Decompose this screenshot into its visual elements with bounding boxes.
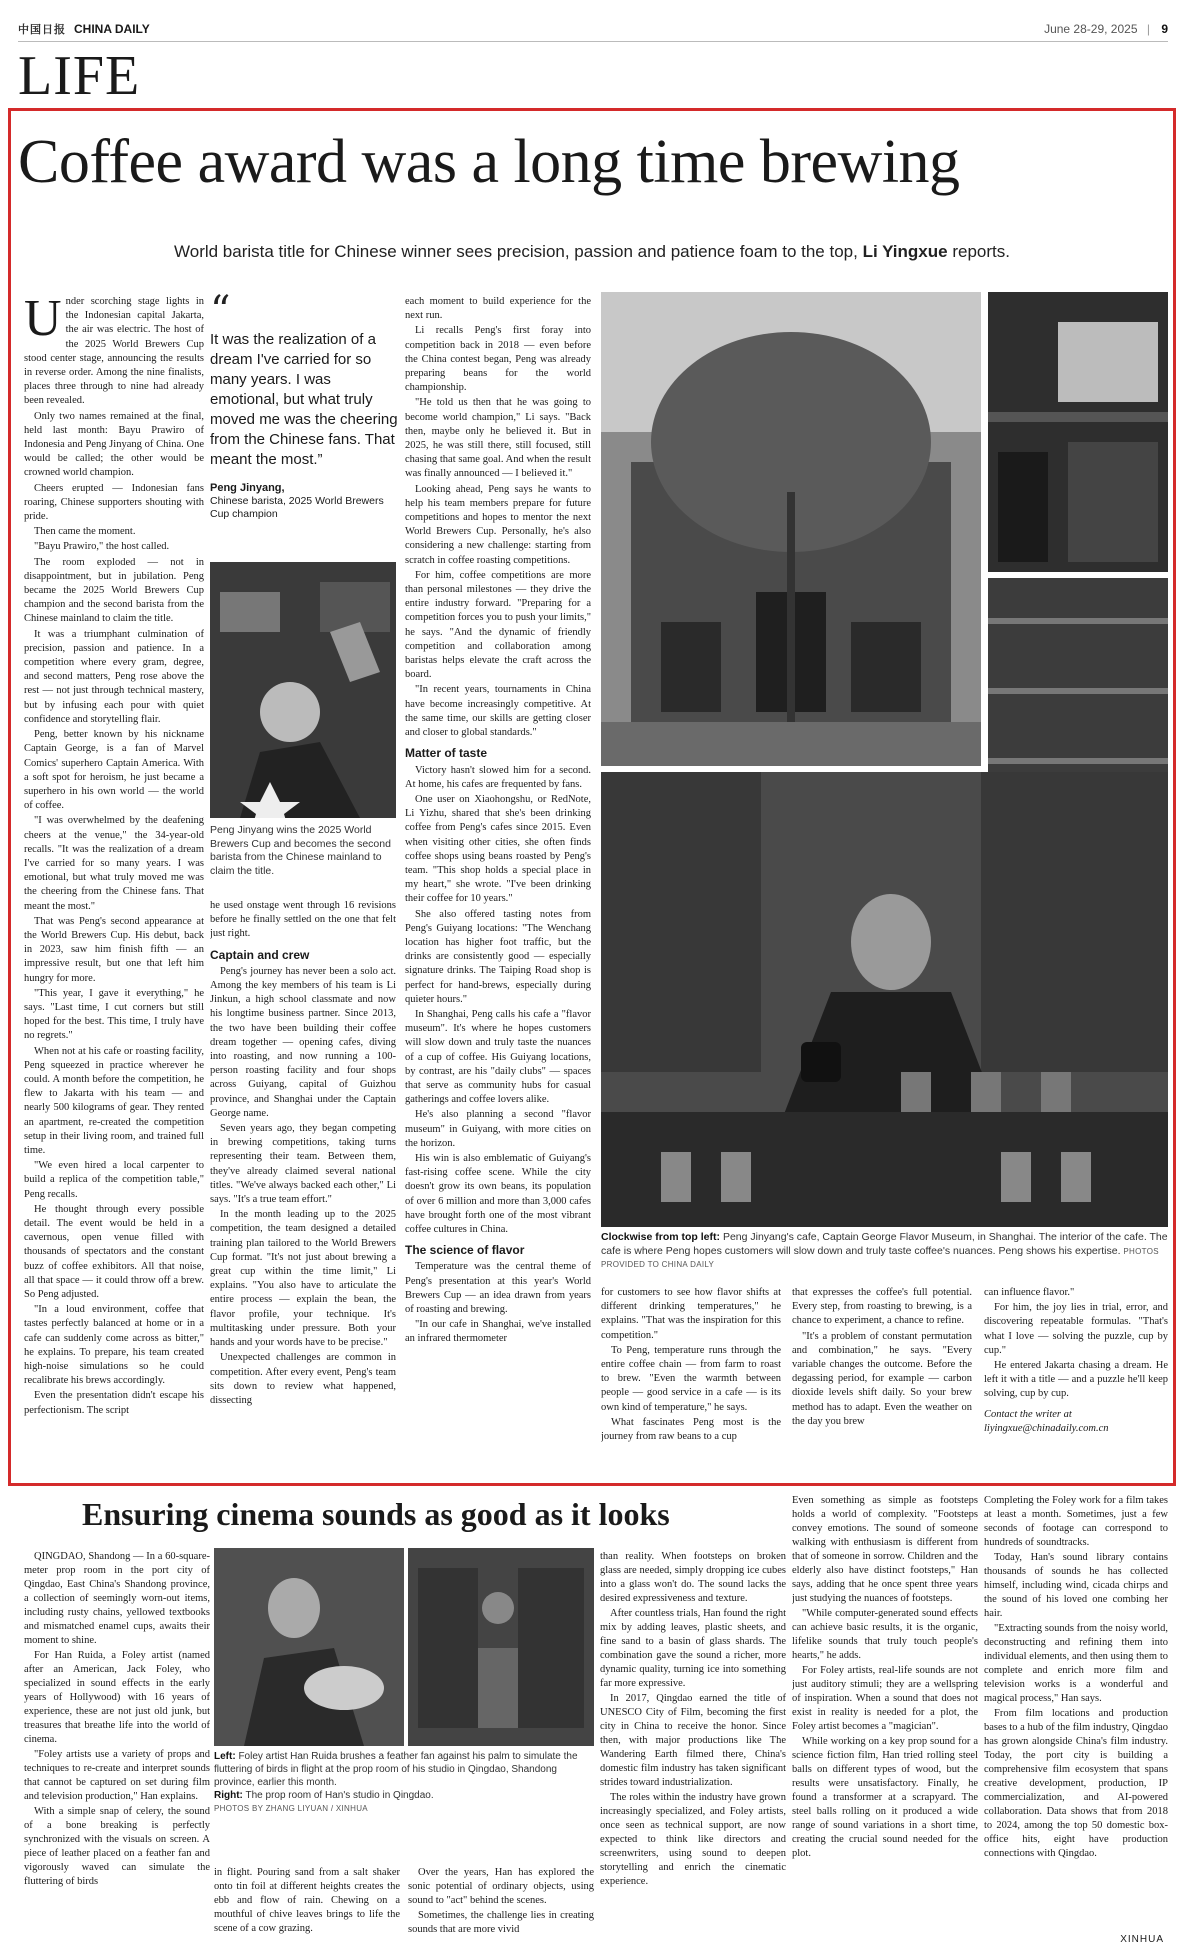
paragraph: in flight. Pouring sand from a salt shaker onto tin foil at different heights creates the ebb and flow of rain. Chewing on a mouthful of chive leaves brings to life the scene of a cow grazing. — [214, 1867, 400, 1934]
drop-cap: U — [24, 295, 62, 347]
paragraph: For him, the joy lies in trial, error, and discovering repeatable formulas. "That's what I love — solving the puzzle, cup by cup." — [984, 1302, 1168, 1356]
paragraph: One user on Xiaohongshu, or RedNote, Li Yizhu, shared that she's been drinking coffee from Peng's cafes since 2015. Even when visiting other cities, she often finds coffee shops using beans roasted by Peng's team. "This shop holds a special place in my heart," she wrote. "I've been drinking their coffee for 10 years." — [405, 793, 591, 905]
paragraph: "This year, I gave it everything," he says. "Last time, I cut corners but still hoped for the best. This time, I truly have no regrets." — [24, 987, 204, 1042]
paragraph: Then came the moment. — [34, 526, 136, 538]
article2-headline: Ensuring cinema sounds as good as it looks — [82, 1496, 670, 1532]
paragraph: can influence flavor." — [984, 1287, 1075, 1298]
caption-left-label: Left: — [214, 1751, 236, 1762]
article-column-6 — [984, 1286, 1168, 1476]
photo-cafe-interior-top — [988, 292, 1168, 572]
quote-name: Peng Jinyang, — [210, 482, 285, 494]
paragraph: Victory hasn't slowed him for a second. At home, his cafes are frequented by fans. — [405, 764, 591, 790]
paragraph: From film locations and production bases to a hub of the film industry, Qingdao has grown alongside China's film industry. Today, the port city is building a comprehensive film ecosystem that spans creative development, production, IP commercialization, and AI-powered collaboration. Data shows that from 2018 to 2024, among the top 50 domestic box-office hits, eight have production connections with Qingdao. — [984, 1708, 1168, 1859]
photo-peng-trophy-image — [210, 562, 396, 818]
paragraph: In 2017, Qingdao earned the title of UNESCO City of Film, becoming the first city in China to receive the honor. Since then, with major productions like The Wandering Earth filmed there, China's domestic film industry has taken significant strides toward industrialization. — [600, 1693, 786, 1788]
paragraph: That was Peng's second appearance at the World Brewers Cup. His debut, back in 2023, saw him finish fifth — an impressive result, but one that left him hungry for more. — [24, 915, 204, 984]
paragraph: When not at his cafe or roasting facility, Peng squeezed in practice wherever he could. A month before the competition, he flew to Jakarta with his team — and nearly 500 kilograms of gear. They rented an apartment, re-created the competition setup in their living room, and trained full time. — [24, 1045, 204, 1156]
section-label: LIFE — [18, 45, 141, 107]
paragraph: that expresses the coffee's full potential. Every step, from roasting to brewing, is a chance to experiment, a chance to refine. — [792, 1287, 972, 1327]
paragraph: "While computer-generated sound effects can achieve basic results, it is the organic, lifelike sounds that truly touch people's hearts," he adds. — [792, 1608, 978, 1661]
paragraph: It was a triumphant culmination of precision, passion and patience. In a competition where every gram, degree, and second matters, Peng rose above the rest — not just through technical mastery, but by infusing each pour with quiet confidence and storytelling flair. — [24, 628, 204, 725]
pull-quote — [210, 288, 400, 521]
paragraph: The roles within the industry have grown increasingly specialized, and Foley artists, once seen as technical support, are now expected to think like directors and screenwriters, using sound to deepen storytelling and enrich the cinematic experience. — [600, 1792, 786, 1887]
paragraph: Peng, better known by his nickname Captain George, is a fan of Marvel Comics' superhero Captain America. With a soft spot for heroism, he just became a superhero in his own world — the world of coffee. — [24, 729, 204, 812]
photo-cafe-exterior — [601, 292, 981, 766]
paragraph: "We even hired a local carpenter to build a replica of the competition table," Peng recalls. — [24, 1160, 204, 1200]
caption-lead: Clockwise from top left: — [601, 1231, 721, 1243]
page-number: 9 — [1161, 21, 1168, 36]
article2-column-6 — [984, 1494, 1168, 1930]
paragraph: Completing the Foley work for a film takes at least a month. Sometimes, just a few seconds of footage can correspond to hundreds of soundtracks. — [984, 1495, 1168, 1548]
contact-email[interactable]: liyingxue@chinadaily.com.cn — [984, 1422, 1109, 1434]
masthead — [18, 16, 1168, 42]
paragraph: Today, Han's sound library contains thousands of sounds he has collected himself, including wind, cicada chirps and the sound of his loved one combing her hair. — [984, 1552, 1168, 1619]
photo-peng-pouring-image — [601, 772, 1168, 1227]
caption-text: Peng Jinyang's cafe, Captain George Flavor Museum, in Shanghai. The interior of the cafe. The cafe is where Peng hopes customers will slow down and truly taste coffee's nuances. Peng shows his expertise. — [601, 1231, 1168, 1257]
paragraph: While working on a key prop sound for a science fiction film, Han tried rolling steel balls on different types of wood, but the results were unsatisfactory. Finally, he found a transformer at a scrapyard. The steel balls rolling on it produced a wide range of sound variations in a short time, creating the crucial sound needed for the plot. — [792, 1736, 978, 1859]
paragraph: He entered Jakarta chasing a dream. He left it with a title — and a puzzle he'll keep solving, cup by cup. — [984, 1360, 1168, 1400]
caption-right-label: Right: — [214, 1790, 243, 1801]
paragraph: he used onstage went through 16 revisions before he finally settled on the one that felt just right. — [210, 900, 396, 940]
photo-credit: PHOTOS PROVIDED TO CHINA DAILY — [601, 1246, 1159, 1269]
deck-end: reports. — [952, 242, 1010, 261]
caption-left-text: Foley artist Han Ruida brushes a feather fan against his palm to simulate the fluttering of birds in flight at the prop room of his studio in Qingdao, Shandong province, earlier this month. — [214, 1751, 578, 1788]
photos-caption — [601, 1231, 1168, 1272]
article2-column-2 — [214, 1866, 400, 1946]
paragraph: In the month leading up to the 2025 competition, the team designed a detailed training plan tailored to the World Brewers Cup format. "It's not just about brewing a great cup within the time limit," Li explains. "You also have to articulate the entire process — explain the bean, the flavor profile, your technique. It's multitasking under pressure. Both your hands and your words have to be precise." — [210, 1209, 396, 1349]
subhead: Matter of taste — [405, 746, 488, 761]
paragraph: "It's a problem of constant permutation and combination," he says. "Every variable changes the outcome. Before the degassing period, for example — carbon dioxide levels shift daily. So your brew method has to adapt. Even the weather on the day you brew — [792, 1330, 972, 1427]
quote-role: Chinese barista, 2025 World Brewers Cup champion — [210, 495, 384, 520]
date-text: June 28-29, 2025 — [1044, 21, 1138, 36]
paragraph: In Shanghai, Peng calls his cafe a "flavor museum". It's where he hopes customers will slow down and truly taste the nuances of a cup of coffee. His Guiyang locations, by contrast, are his "daily clubs" — spaces that serve as community hubs for casual gatherings and coffee lovers alike. — [405, 1008, 591, 1106]
photo-foley-artist-image — [214, 1548, 404, 1746]
quote-attribution — [210, 482, 400, 521]
paragraph: "Bayu Prawiro," the host called. — [34, 541, 170, 553]
paragraph: than reality. When footsteps on broken glass are needed, simply dropping ice cubes into a glass won't do. The sound lacks the desired expressiveness and texture. — [600, 1551, 786, 1604]
brand-name: CHINA DAILY — [74, 21, 150, 36]
paragraph: For Han Ruida, a Foley artist (named after an American, Jack Foley, who specialized in sound effects in the early years of Hollywood) with 16 years of experience, these are not just old junk, but treasures that breathe life into the world of cinema. — [24, 1650, 210, 1745]
paragraph: He's also planning a second "flavor museum" in Guiyang, with more cities on the horizon. — [405, 1109, 591, 1149]
writer-contact — [984, 1408, 1168, 1436]
photo-peng-caption: Peng Jinyang wins the 2025 World Brewers Cup and becomes the second barista from the Chinese mainland to claim the title. — [210, 824, 391, 877]
paragraph: Peng's journey has never been a solo act. Among the key members of his team is Li Jinkun, a high school classmate and now his longtime business partner. Since 2013, the two have been building their coffee dream together — opening cafes, diving into roasting, and now running a 100-person roasting facility and four shops across Guiyang, capital of Guizhou province, and Shanghai under the Captain George name. — [210, 965, 396, 1119]
article2-column-4 — [600, 1550, 786, 1945]
paragraph: "Extracting sounds from the noisy world, deconstructing and refining them into individual elements, and then using them to complete and enrich more film and television works is a wonderful and magical process," Han says. — [984, 1623, 1168, 1704]
paragraph: "Foley artists use a variety of props and techniques to re-create and interpret sounds that cannot be captured on set during film and television production," Han explains. — [24, 1749, 210, 1802]
caption-right-text: The prop room of Han's studio in Qingdao. — [245, 1790, 434, 1801]
china-daily-logo: 中国日报 — [18, 22, 66, 36]
paragraph: With a simple snap of celery, the sound of a bone breaking is perfectly synchronized with the visuals on screen. A piece of leather placed on a feather fan and vigorously waved can simulate the fluttering of birds — [24, 1806, 210, 1887]
photo-peng-pouring — [601, 772, 1168, 1227]
paragraph-text: nder scorching stage lights in the Indonesian capital Jakarta, the air was electric. The host of the 2025 World Brewers Cup stood center stage, announcing the results in reverse order. Among the nine finalists, places three through to nine had already been revealed. — [24, 296, 204, 407]
paragraph: She also offered tasting notes from Peng's Guiyang locations: "The Wenchang location has higher foot traffic, but the drinks are consistently good — especially signature drinks. The Taiping Road shop is perfect for hand-brews, especially during quieter hours." — [405, 908, 591, 1005]
subhead: Captain and crew — [210, 947, 310, 962]
quote-mark-icon: “ — [210, 288, 231, 334]
quote-text: It was the realization of a dream I've carried for so many years. I was emotional, but what truly moved me was the cheering from the Chinese fans. That meant the most.” — [210, 331, 398, 468]
paragraph: He thought through every possible detail. The event would be held in a cavernous, open venue filled with thousands of spectators and the constant buzz of coffee exhibitors. All that noise, all that space — it could throw off a brew. So Peng adjusted. — [24, 1203, 204, 1301]
paragraph: His win is also emblematic of Guiyang's fast-rising coffee scene. While the city doesn't grow its own beans, its population of over 6 million and more than 3,000 cafes have brought forth one of the most vibrant coffee cultures in China. — [405, 1152, 591, 1235]
article-headline: Coffee award was a long time brewing — [18, 128, 960, 196]
deck-text: World barista title for Chinese winner sees precision, passion and patience foam to the top, — [174, 242, 858, 261]
date-separator: | — [1146, 21, 1150, 36]
article2-photo-caption — [214, 1750, 594, 1815]
photo-peng-trophy — [210, 562, 396, 818]
paragraph: "I was overwhelmed by the deafening cheers at the venue," the 34-year-old recalls. "It was the realization of a dream I've carried for so many years. I was emotional, but what truly moved me was the cheering from the Chinese fans. That meant the most." — [24, 815, 204, 912]
paragraph: each moment to build experience for the next run. — [405, 296, 591, 322]
photo-cafe-exterior-image — [601, 292, 981, 766]
paragraph: Unexpected challenges are common in competition. After every event, Peng's team sits down to review what happened, dissecting — [210, 1352, 396, 1406]
paragraph: "In a loud environment, coffee that tastes perfectly balanced at home or in a cafe can suddenly come across as bitter," he explains. To prepare, his team created high-noise simulations so he could recalibrate his brews accordingly. — [24, 1304, 204, 1387]
paragraph: The room exploded — not in disappointment, but in jubilation. Peng became the 2025 World Brewers Cup champion and the second barista from the Chinese mainland to claim the title. — [24, 556, 204, 625]
article-column-4 — [601, 1286, 781, 1476]
paragraph: Only two names remained at the final, held last month: Bayu Prawiro of Indonesia and Peng Jinyang of China. One would be called; the other would be crowned world champion. — [24, 410, 204, 479]
brand — [18, 21, 150, 37]
paragraph: For him, coffee competitions are more than personal milestones — they drive the entire industry forward. "Preparing for a competition forces you to push your limits," he says. "And the dynamic of friendly competition and collaboration among baristas helps elevate the craft across the board. — [405, 569, 591, 681]
paragraph: After countless trials, Han found the right mix by adding leaves, plastic sheets, and fine sand to a basin of glass shards. The combination gave the sound a richer, more dynamic quality, turning ice into something far more expressive. — [600, 1608, 786, 1689]
article-column-5 — [792, 1286, 972, 1476]
photo-foley-artist — [214, 1548, 404, 1746]
paragraph: What fascinates Peng most is the journey from raw beans to a cup — [601, 1416, 781, 1443]
paragraph: Li recalls Peng's first foray into competition back in 2018 — even before the China contest began, Peng was already preparing beans for the world championship. — [405, 325, 591, 394]
paragraph: "In our cafe in Shanghai, we've installed an infrared thermometer — [405, 1319, 591, 1345]
issue-date — [1044, 22, 1168, 36]
article-deck — [40, 242, 1144, 262]
paragraph: Sometimes, the challenge lies in creating sounds that are more vivid — [408, 1910, 594, 1935]
paragraph: for customers to see how flavor shifts at different drinking temperatures," he explains. "That was the inspiration for this competition." — [601, 1287, 781, 1341]
contact-label: Contact the writer at — [984, 1408, 1072, 1420]
paragraph: "In recent years, tournaments in China have become increasingly competitive. At the same time, our skills are getting closer and closer to global standards." — [405, 684, 591, 739]
paragraph: Looking ahead, Peng says he wants to help his team members prepare for future competitions and hopes to mentor the next World Brewers Cup. Personally, he's also considering a new challenge: starting from scratch in coffee roasting competitions. — [405, 483, 591, 566]
paragraph: Even the presentation didn't escape his perfectionism. The script — [24, 1390, 204, 1416]
article-column-2 — [210, 899, 396, 1475]
paragraph: Even something as simple as footsteps holds a world of complexity. "Footsteps convey emotions. The sound of someone walking with enthusiasm is different from that of someone in sorrow. Children and the elderly also have distinct footsteps," Han says, adding that he once spent three years just studying the nuances of footsteps. — [792, 1495, 978, 1604]
subhead: The science of flavor — [405, 1243, 525, 1258]
deck-author: Li Yingxue — [862, 242, 948, 261]
paragraph — [24, 295, 204, 409]
paragraph: To Peng, temperature runs through the entire coffee chain — from farm to roast to brew. "Even the warmth between people — good service in a cafe — is its own kind of temperature," he says. — [601, 1344, 781, 1413]
article2-byline-agency: XINHUA — [1120, 1934, 1164, 1945]
paragraph: QINGDAO, Shandong — In a 60-square-meter prop room in the port city of Qingdao, East China's Shandong province, a collection of seemingly worn-out items, including rusty chains, yellowed textbooks and mismatched enamel cups, awaits their moment to shine. — [24, 1551, 210, 1646]
paragraph: Over the years, Han has explored the sonic potential of ordinary objects, using sound to "act" behind the scenes. — [408, 1867, 594, 1906]
article2-column-1 — [24, 1550, 210, 1945]
article-column-3 — [405, 295, 591, 1475]
photo-credit: PHOTOS BY ZHANG LIYUAN / XINHUA — [214, 1804, 368, 1813]
paragraph: Cheers erupted — Indonesian fans roaring, Chinese supporters shouting with pride. — [24, 482, 204, 523]
paragraph: Seven years ago, they began competing in brewing competitions, taking turns representing their team. Between them, they've already claimed several national titles. "We've always backed each other," Li says. "It's a true team effort." — [210, 1123, 396, 1206]
photo-prop-room — [408, 1548, 594, 1746]
paragraph: For Foley artists, real-life sounds are not just auditory stimuli; they are a wellspring of inspiration. When a sound that does not exist in reality is needed for a plot, the Foley artist becomes a "magician". — [792, 1665, 978, 1732]
article2-column-3 — [408, 1866, 594, 1946]
article-column-1 — [24, 295, 204, 1475]
article2-column-5 — [792, 1494, 978, 1946]
photo-prop-room-image — [408, 1548, 594, 1746]
paragraph: Temperature was the central theme of Peng's presentation at this year's World Brewers Cup — an idea drawn from years of roasting and brewing. — [405, 1261, 591, 1316]
paragraph: "He told us then that he was going to become world champion," Li says. "Back then, maybe only he believed it. But in 2025, he was still there, still focused, still chasing that same goal. And when the result was finally announced — I believed it." — [405, 397, 591, 480]
photo-cafe-interior-top-image — [988, 292, 1168, 572]
